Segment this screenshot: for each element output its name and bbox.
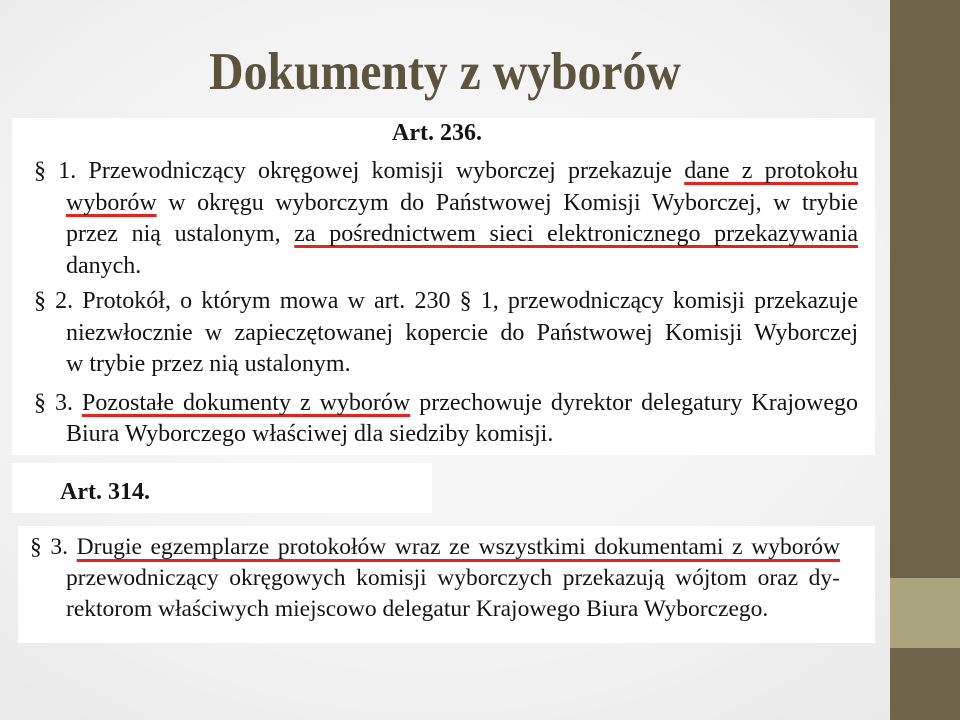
underlined-phrase: za pośrednictwem sieci elektronicznego przekazywania xyxy=(294,221,859,247)
text-line xyxy=(34,156,858,188)
text-line xyxy=(30,532,840,563)
underlined-phrase: dane z protokołu xyxy=(684,158,859,184)
text-line xyxy=(66,419,858,451)
text-line xyxy=(34,388,858,420)
article-236-excerpt xyxy=(12,118,875,455)
side-accent-highlight xyxy=(890,578,960,648)
text-line xyxy=(66,594,840,625)
text-segment: rektorom właściwych miejscowo delegatur Krajowego Biura Wyborczego. xyxy=(66,596,769,622)
text-segment: niezwłocznie w zapieczętowanej kopercie do Państwowej Komisji Wyborczej xyxy=(66,319,858,346)
text-line xyxy=(66,219,858,251)
text-segment: § 3. xyxy=(34,389,73,416)
text-segment: przewodniczący okręgowych komisji wyborczych przekazują wójtom oraz dy- xyxy=(66,565,840,591)
text-line xyxy=(34,286,858,318)
article-236-heading: Art. 236. xyxy=(392,120,482,146)
text-segment: Biura Wyborczego właściwej dla siedziby komisji. xyxy=(66,421,554,447)
text-line xyxy=(66,188,858,220)
article-236-paragraph-3 xyxy=(34,388,858,451)
text-segment: w okręgu wyborczym do Państwowej Komisji Wyborczej, w trybie xyxy=(168,189,858,216)
text-segment: danych. xyxy=(66,252,142,279)
text-line xyxy=(66,318,858,350)
underlined-phrase: wyborów xyxy=(66,189,157,216)
text-segment: § 1. Przewodniczący okręgowej komisji wyborczej przekazuje xyxy=(34,158,672,184)
text-segment: w trybie przez nią ustalonym. xyxy=(66,351,351,377)
text-line xyxy=(66,251,858,283)
slide-title: Dokumenty z wyborów xyxy=(209,43,681,101)
article-236-paragraph-2 xyxy=(34,286,858,381)
article-236-paragraph-1 xyxy=(34,156,858,282)
article-314-paragraph-3 xyxy=(30,532,840,625)
text-line xyxy=(66,349,858,381)
article-314-heading-excerpt xyxy=(12,463,432,513)
text-segment: § 3. xyxy=(30,534,69,560)
article-314-excerpt xyxy=(18,526,875,643)
text-segment: przechowuje dyrektor delegatury Krajowego xyxy=(419,389,859,416)
side-accent-bar xyxy=(890,0,960,720)
text-segment: przez nią ustalonym, xyxy=(66,221,281,247)
underlined-phrase: Pozostałe dokumenty z wyborów xyxy=(82,389,411,416)
text-segment: § 2. Protokół, o którym mowa w art. 230 § 1, przewodniczący komisji przekazuje xyxy=(34,288,858,314)
text-line xyxy=(66,563,840,594)
article-314-heading: Art. 314. xyxy=(60,479,150,505)
underlined-phrase: Drugie egzemplarze protokołów wraz ze wszystkimi dokumentami z wyborów xyxy=(76,534,841,560)
